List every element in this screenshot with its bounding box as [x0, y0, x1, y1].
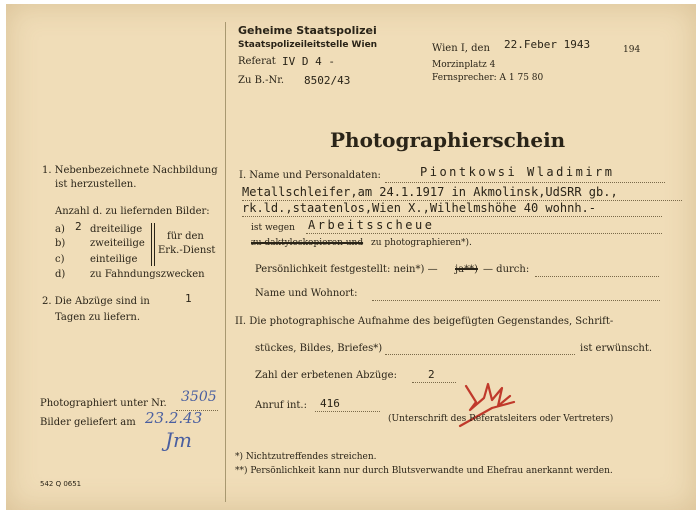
header-phone: Fernsprecher: A 1 75 80	[432, 73, 544, 83]
left-opt-a-value: 2	[75, 220, 82, 233]
sec2-dots-1	[385, 354, 575, 355]
left-bracket-line1: für den	[167, 231, 204, 242]
sec1-dots-6	[372, 300, 660, 301]
left-bracket-line2: Erk.-Dienst	[158, 245, 216, 256]
left-opt-a-letter: a)	[55, 224, 65, 235]
sec1-dots-5	[535, 276, 659, 277]
left-item2-value: 1	[185, 292, 192, 305]
sec2-count-value: 2	[428, 368, 435, 381]
header-zu-value: 8502/43	[304, 74, 351, 87]
header-year-print: 194	[623, 45, 641, 55]
call-value: 416	[320, 397, 340, 410]
sec1-dactylo-struck: zu daktyloskopieren und	[251, 238, 364, 248]
left-opt-d-letter: d)	[55, 269, 66, 280]
left-item2-line2: Tagen zu liefern.	[55, 312, 141, 323]
header-referat-label: Referat	[238, 56, 276, 67]
sec2-end: ist erwünscht.	[580, 343, 653, 354]
sec2-count-label: Zahl der erbetenen Abzüge:	[255, 370, 397, 381]
left-bracket-double	[154, 223, 155, 266]
column-divider	[225, 22, 226, 502]
sec1-pers-label: Persönlichkeit festgestellt: nein*) —	[255, 264, 438, 275]
sec1-name-addr: Name und Wohnort:	[255, 288, 358, 299]
header-zu-label: Zu B.-Nr.	[238, 75, 285, 86]
left-opt-b-letter: b)	[55, 238, 66, 249]
form-code: 542 Q 0651	[40, 480, 82, 488]
left-opt-d-text: zu Fahndungszwecken	[90, 269, 205, 280]
header-city-label: Wien I, den	[432, 43, 490, 54]
call-label: Anruf int.:	[255, 400, 307, 411]
header-office: Staatspolizeileitstelle Wien	[238, 40, 378, 50]
left-photo-label: Photographiert unter Nr.	[40, 398, 167, 409]
left-item1-line1: 1. Nebenbezeichnete Nachbildung	[42, 165, 218, 176]
sec2-dots-2	[412, 382, 456, 383]
header-referat-value: IV D 4 -	[282, 55, 335, 68]
sec1-line3: rk.ld.,staatenlos,Wien X.,Wilhelmshöhe 40 wohnh.-	[242, 201, 597, 215]
sec1-pers-durch: — durch:	[483, 264, 530, 275]
left-initials: Jm	[165, 428, 192, 452]
left-item2-line1: 2. Die Abzüge sind in	[42, 296, 150, 307]
left-opt-a-text: dreiteilige	[90, 224, 143, 235]
left-opt-b-text: zweiteilige	[90, 238, 145, 249]
left-opt-c-letter: c)	[55, 254, 65, 265]
sec1-wegen-value: Arbeitsscheue	[308, 218, 435, 232]
sec1-dots-4	[306, 233, 662, 234]
left-bracket	[151, 223, 152, 266]
footnote-2: **) Persönlichkeit kann nur durch Blutsverwandte und Ehefrau anerkannt werden.	[235, 466, 613, 476]
left-opt-c-text: einteilige	[90, 254, 138, 265]
sec1-name: Piontkowsi Wladimirm	[420, 165, 615, 179]
left-count-label: Anzahl d. zu liefernden Bilder:	[55, 206, 210, 217]
left-photo-value: 3505	[181, 389, 217, 405]
sec1-line2: Metallschleifer,am 24.1.1917 in Akmolinsk,UdSRR gb.,	[242, 185, 618, 199]
header-org: Geheime Staatspolizei	[238, 24, 377, 37]
document-title: Photographierschein	[330, 128, 566, 152]
header-address: Morzinplatz 4	[432, 60, 496, 70]
sec1-label: I. Name und Personaldaten:	[239, 170, 381, 181]
call-dots	[315, 411, 380, 412]
sec2-line1: II. Die photographische Aufnahme des beigefügten Gegenstandes, Schrift-	[235, 316, 614, 327]
sec1-wegen-label: ist wegen	[251, 223, 295, 233]
footnote-1: *) Nichtzutreffendes streichen.	[235, 452, 377, 462]
header-date: 22.Feber 1943	[504, 38, 591, 51]
sec1-photo-text: zu photographieren*).	[371, 238, 472, 248]
sec1-dots-1	[385, 182, 665, 183]
left-delivered-value: 23.2.43	[145, 409, 203, 427]
sec1-dots-3	[242, 216, 662, 217]
left-delivered-label: Bilder geliefert am	[40, 417, 136, 428]
left-item1-line2: ist herzustellen.	[55, 179, 137, 190]
sec1-pers-struck: ja**)	[455, 264, 478, 275]
signature-caption: (Unterschrift des Referatsleiters oder Vertreters)	[388, 414, 614, 424]
sec2-line2: stückes, Bildes, Briefes*)	[255, 343, 383, 354]
